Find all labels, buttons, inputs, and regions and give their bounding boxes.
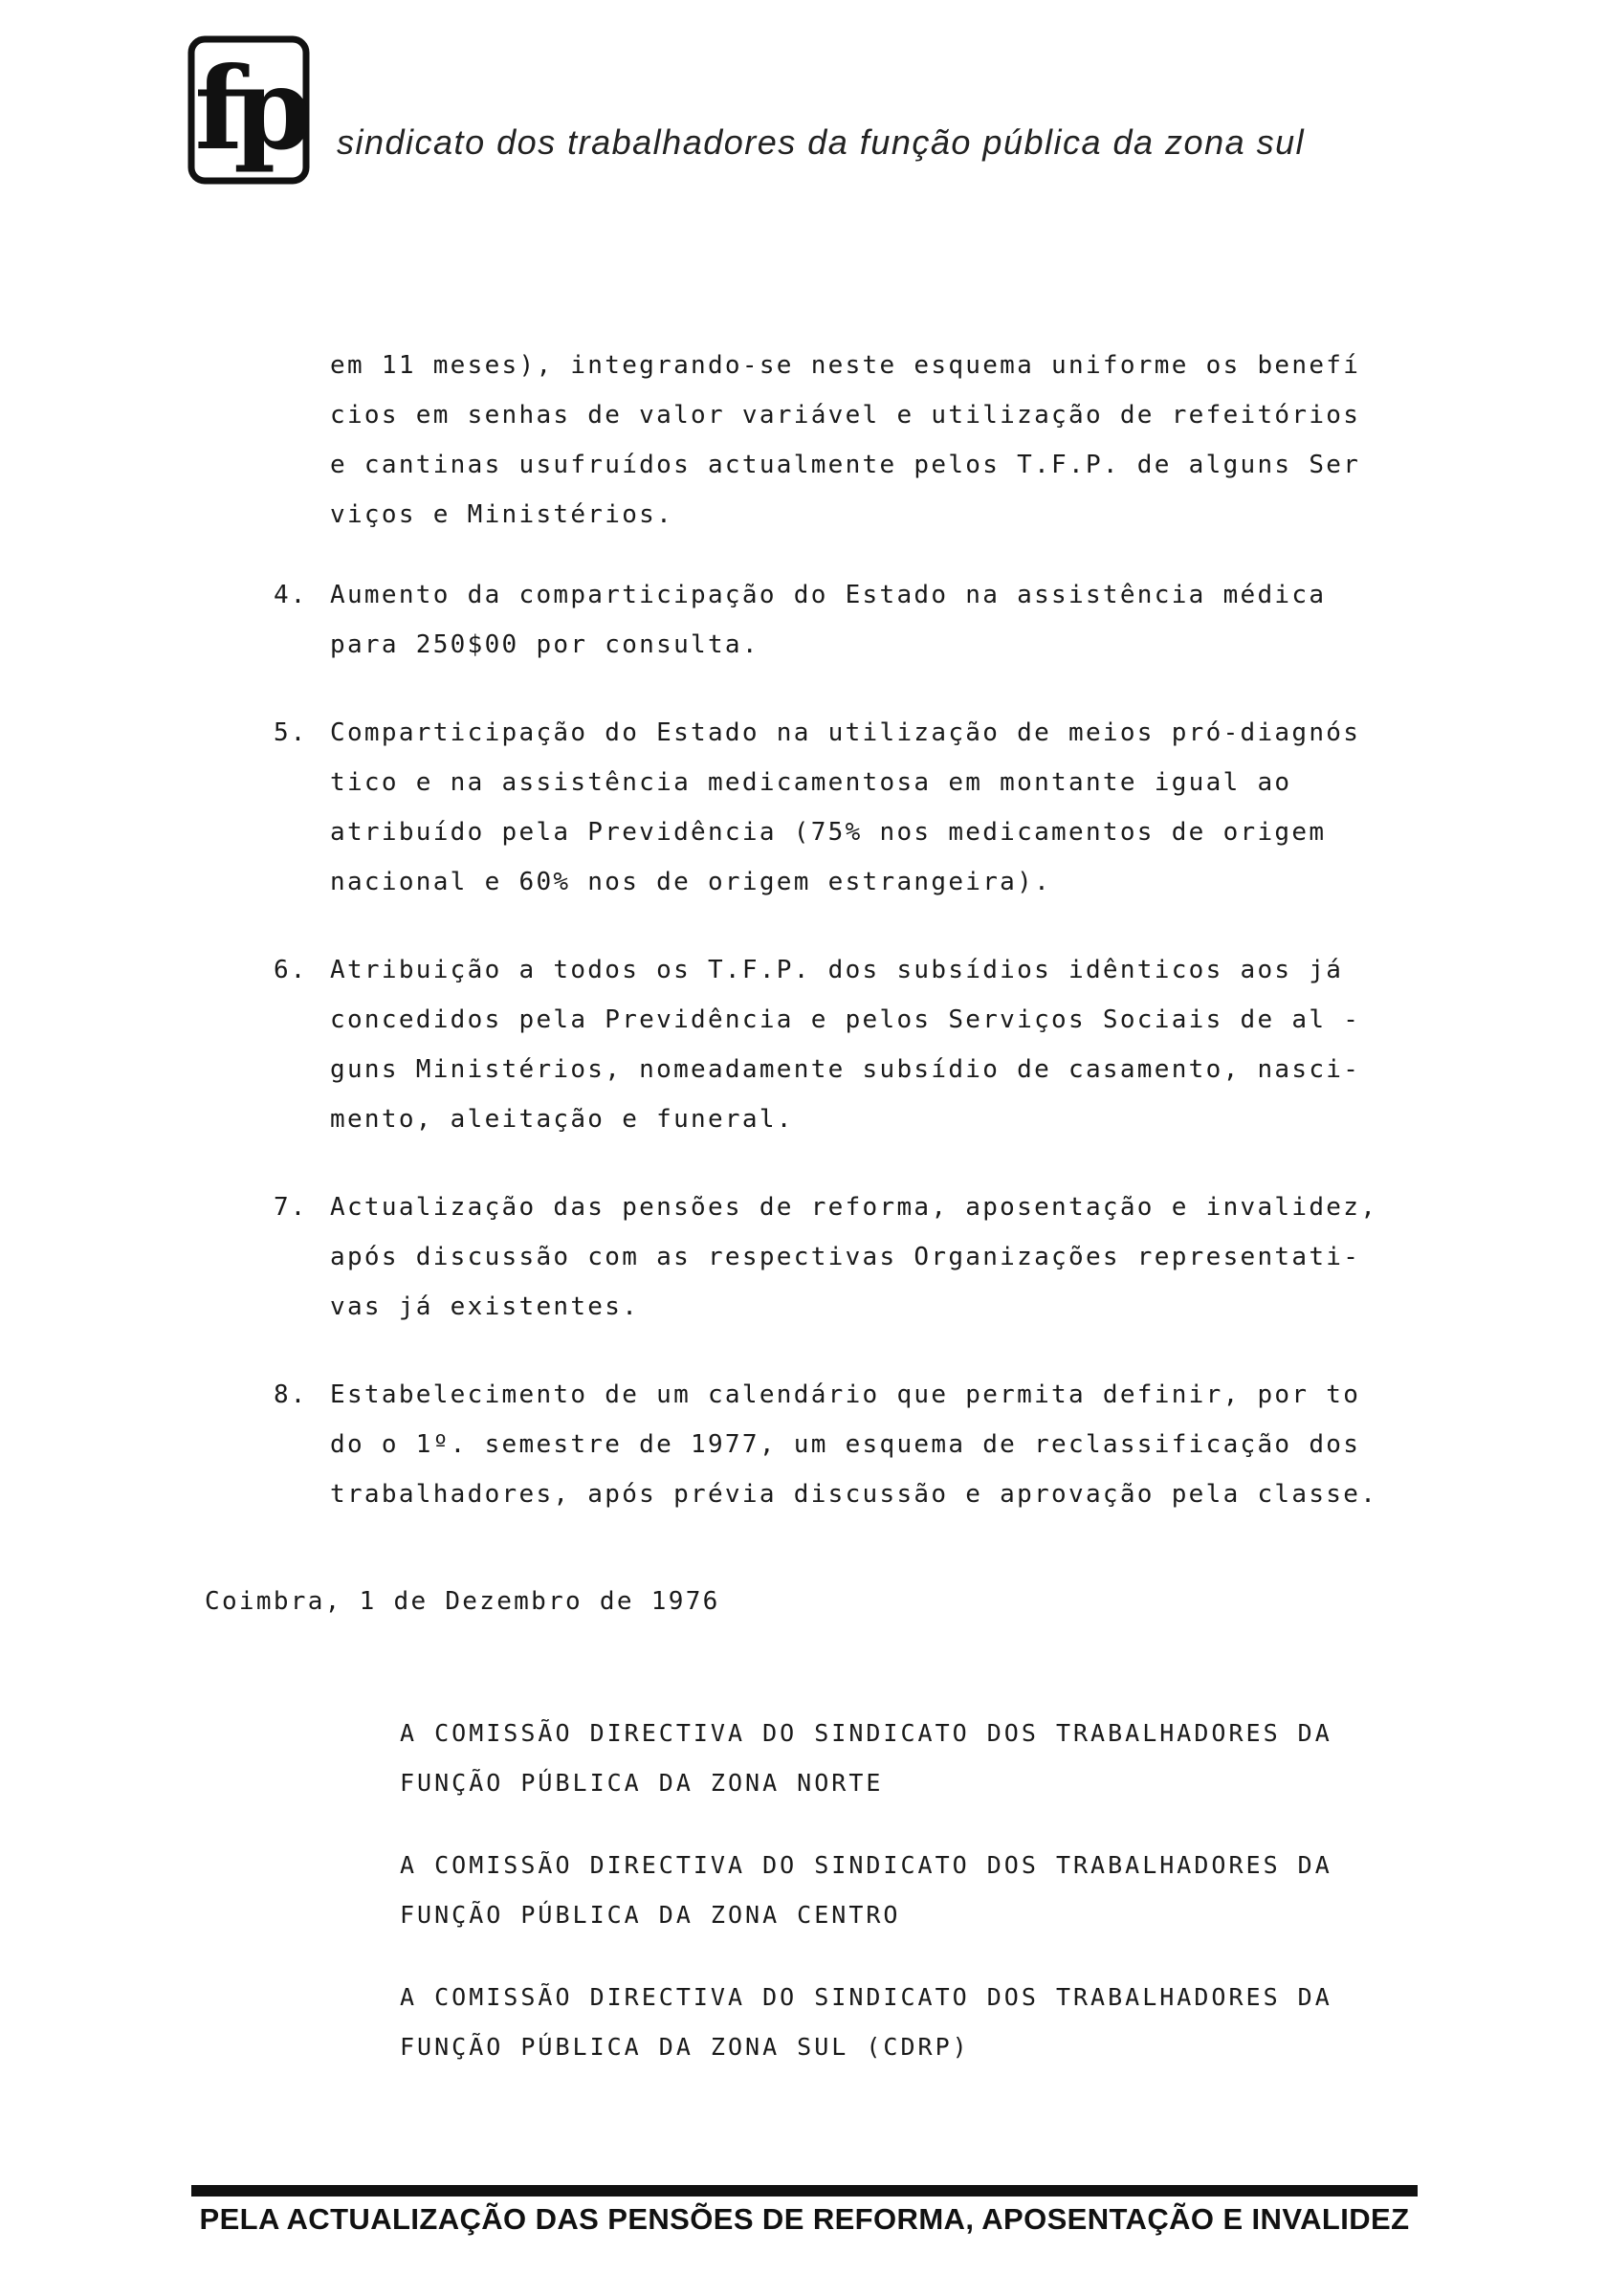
list-item [274,945,1412,1144]
signatures [400,1709,1414,2105]
text-line: viços e Ministérios. [330,500,674,529]
signature-block [400,1841,1414,1940]
footer-slogan: PELA ACTUALIZAÇÃO DAS PENSÕES DE REFORMA, APOSENTAÇÃO E INVALIDEZ [199,2202,1410,2236]
demands-list [274,570,1412,1557]
text-line: para 250$00 por consulta. [330,630,759,659]
signature-line: A COMISSÃO DIRECTIVA DO SINDICATO DOS TRABALHADORES DA [400,1983,1332,2011]
text-line: Atribuição a todos os T.F.P. dos subsídios idênticos aos já [330,956,1344,984]
list-item [274,1370,1412,1519]
text-line: do o 1º. semestre de 1977, um esquema de reclassificação dos [330,1430,1361,1459]
text-line: após discussão com as respectivas Organizações representati- [330,1243,1361,1271]
text-line: nacional e 60% nos de origem estrangeira). [330,868,1052,896]
signature-line: FUNÇÃO PÚBLICA DA ZONA NORTE [400,1769,884,1797]
text-line: concedidos pela Previdência e pelos Serviços Sociais de al - [330,1005,1361,1034]
text-line: Estabelecimento de um calendário que permita definir, por to [330,1380,1361,1409]
text-line: trabalhadores, após prévia discussão e aprovação pela classe. [330,1480,1378,1509]
item-number: 6. [274,956,308,984]
intro-paragraph [330,341,1411,540]
text-line: mento, aleitação e funeral. [330,1105,794,1134]
union-logo [187,35,310,185]
svg-text:fp: fp [194,42,303,175]
text-line: atribuído pela Previdência (75% nos medicamentos de origem [330,818,1327,847]
footer-rule [191,2185,1418,2197]
text-line: Aumento da comparticipação do Estado na assistência médica [330,581,1327,609]
list-item [274,1182,1412,1332]
signature-line: A COMISSÃO DIRECTIVA DO SINDICATO DOS TRABALHADORES DA [400,1719,1332,1747]
signature-line: FUNÇÃO PÚBLICA DA ZONA SUL (CDRP) [400,2033,970,2061]
item-number: 7. [274,1193,308,1222]
org-name: sindicato dos trabalhadores da função pública da zona sul [337,122,1306,162]
text-line: guns Ministérios, nomeadamente subsídio de casamento, nasci- [330,1055,1361,1084]
text-line: cios em senhas de valor variável e utilização de refeitórios [330,401,1361,430]
text-line: Actualização das pensões de reforma, aposentação e invalidez, [330,1193,1378,1222]
signature-block [400,1973,1414,2072]
text-line: em 11 meses), integrando-se neste esquema uniforme os benefí [330,351,1361,380]
signature-line: A COMISSÃO DIRECTIVA DO SINDICATO DOS TRABALHADORES DA [400,1851,1332,1879]
text-line: Comparticipação do Estado na utilização de meios pró-diagnós [330,718,1361,747]
item-number: 8. [274,1380,308,1409]
text-line: tico e na assistência medicamentosa em montante igual ao [330,768,1292,797]
list-item [274,570,1412,670]
signature-line: FUNÇÃO PÚBLICA DA ZONA CENTRO [400,1901,901,1929]
signature-block [400,1709,1414,1808]
text-line: vas já existentes. [330,1292,640,1321]
text-line: e cantinas usufruídos actualmente pelos T.F.P. de alguns Ser [330,451,1361,479]
item-number: 4. [274,581,308,609]
place-date: Coimbra, 1 de Dezembro de 1976 [205,1587,720,1616]
item-number: 5. [274,718,308,747]
list-item [274,708,1412,907]
